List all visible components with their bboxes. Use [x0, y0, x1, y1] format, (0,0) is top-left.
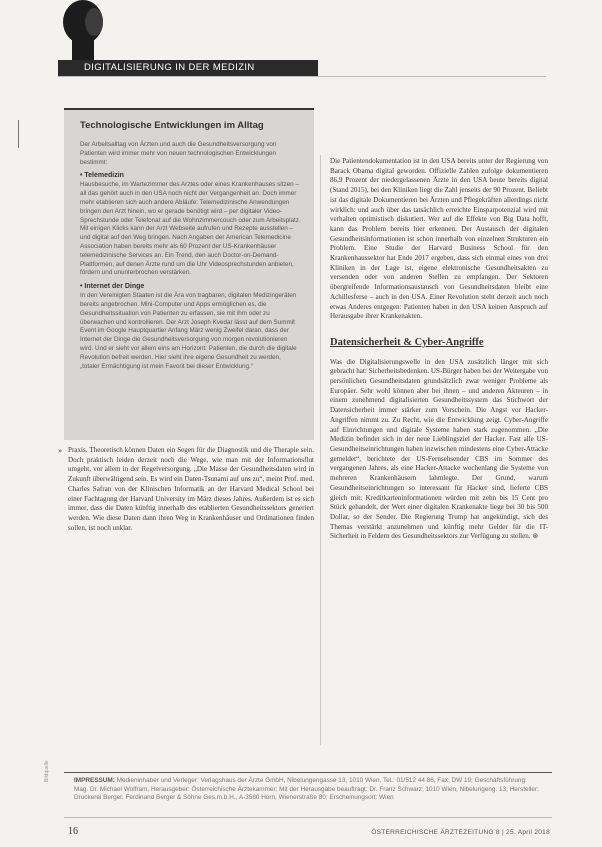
box-item-text-iot: In den Vereinigten Staaten ist die Ära von tragbaren, digitalen Medizingeräten bereits angebrochen. Mini-Computer und Apps ermöglichen es, die Gesundheitssituation von Patienten zu erfassen, sie mit ihm oder zu überwachen und kontrollieren. Der Arzt Joseph Kvedar lässt auf dem Summit Event im Google Hauptquartier Anfang März wenig Zweifel daran, dass der Internet der Dinge die Gesundheitsversorgung von morgen revolutionieren wird. Und er sieht vor allem eins am Horizont: Patienten, die durch die digitale Revolution befreit werden. Hier sieht ihre eigene Gesundheit zu werden, „totaler Ermächtigung ist mein Favorit bei dieser Entwicklung.“ [80, 292, 297, 370]
box-item-label-telemedizin: • Telemedizin [80, 171, 302, 180]
column-divider [320, 155, 321, 745]
footer-publication [371, 829, 550, 836]
box-intro: Der Arbeitsalltag von Ärzten und auch die Gesundheitsversorgung von Patienten wird immer mehr von neuen technologischen Entwicklungen bestimmt: [80, 141, 277, 166]
left-column-text: Praxis. Theoretisch können Daten ein Segen für die Diagnostik und die Therapie sein. Doch praktisch leiden derzeit noch die Wege, wie man mit der Informationsflut umgeht, vor allem in der Regelversorgung. „Die Masse der Gesundheitsdaten wird in Zukunft überwältigend sein. Es wird ein Daten-Tsunami auf uns zu“, meint Prof. med. Charles Safran von der Klinischen Informatik an der Harvard Medical School bei einer Fachtagung der Harvard University im März dieses Jahres. Außerdem ist es sich immer, dass die Daten künftig innerhalb des etablierten Gesundheitssektors generiert werden. Wie diese Daten dann ihren Weg in Krankenhäuser und Ordinationen finden sollen, ist noch unklar. [68, 446, 314, 532]
section-heading: Datensicherheit & Cyber-Angriffe [330, 336, 484, 348]
box-title: Technologische Entwicklungen im Alltag [80, 120, 264, 131]
right-paragraph-1: Die Patientendokumentation ist in den USA bereits unter der Regierung von Barack Obama digital geworden. Offizielle Zahlen zufolge dokumentieren 86,9 Prozent der niedergelassenen Ärzte in den USA heute bereits digital (Stand 2015), bei den Kliniken liegt die Zahl jenseits der 90 Prozent. Beliebt ist das digitale Dokumentieren bei Ärzten und Pflegekräften allerdings nicht wirklich: und auch über das tatsächlich erreichte Einsparpotenzial wird mit verhalten optimistisch diskutiert. Wer auf die Effekte von Big Data hofft, kann das Problem bereits hier erkennen. Der Austausch der digitalen Gesundheitsinformationen ist schon innerhalb von einzelnen Strukturen ein Problem. Eine Studie der Harvard Business School für den Krankenhaussektor hat Ende 2017 ergeben, dass sich einmal eines von drei Kliniken in der Lage ist, eigene elektronische Gesundheitsakten zu versenden oder von anderen Stellen zu empfangen. Der Sektoren übergreifende Informationsaustausch von Gesundheitsdaten bleibt eine Achillesferse – auch in den USA. Einer Revolution steht derzeit auch noch etwas Anderes entgegen: Patienten haben in den USA keinen Anspruch auf Herausgabe ihrer Krankenakten. [330, 157, 548, 321]
impressum-box [64, 772, 552, 818]
header-rule [58, 76, 546, 77]
head-silhouette-icon [52, 0, 114, 62]
box-item-text-telemedizin: Hausbesuche, im Wartezimmer des Arztes oder eines Krankenhauses sitzen – all das gehört auch in den USA noch nicht der Vergangenheit an. Doch immer mehr etablieren sich auch andere Abläufe: Telemedizinische Anwendungen bringen den Arzt hinein, wo er gerade benötigt wird – per digitaler Video-Sprechstunde oder Telefonat auf die Wohnzimmercouch oder zum Arbeitsplatz. Mit einigen Klicks kann der Arzt Webseite aufrufen und Rezepte ausstellen – und digital auf den Weg bringen. Nach Angaben der American Telemedicine Association haben bereits mehr als 60 Prozent der US-Krankenhäuser telemedizinische Services an. Ein Trend, den auch Doctor-on-Demand-Plattformen, auf denen Ärzte rund um die Uhr Videosprechstunden anbieten, fördern und ununterbrochen verstärken. [80, 181, 301, 277]
box-item-label-iot: • Internet der Dinge [80, 282, 302, 291]
issue-info: 8 | 25. April 2018 [495, 829, 550, 836]
continuation-mark: » [58, 446, 62, 455]
margin-mark [18, 120, 19, 148]
right-paragraph-2: Was die Digitalisierungswelle in den USA zusätzlich länger mit sich gebracht hat: Sicherheitsbedenken. US-Bürger haben bei der Weitergabe von persönlichen Gesundheitsdaten grundsätzlich zwar weniger Probleme als Europäer. Sehr wohl können aber bei ihnen – und anderen Akteuren – in einem zunehmend digitalisierten Gesundheitssystem das Stichwort der Datensicherheit immer stärker zum Vorschein. Die Angst vor Hacker-Angriffen nimmt zu. Zu Recht, wie die Entwicklung zeigt. Cyber-Angriffe auf Einrichtungen und digitale Systeme haben stark zugenommen. „Die Medizin befindet sich in der neue Lieblingsziel der Hacker. Fast alle US-Gesundheitseinrichtungen haben inzwischen mindestens eine Cyber-Attacke gemeldet“, berichtete der US-Fernsehsender CBS im Sommer des vergangenen Jahres, als eine Hacker-Attacke wochenlang die Systeme von mehreren Krankenhäusern lahmlegte. Der Grund, warum Gesundheitseinrichtungen so interessant für Hacker sind, lieferte CBS gleich mit: Kreditkarteninformationen würden mit zehn bis 15 Cent pro Stück gehandelt, der Wert einer digitalen Krankenakte liege bei 30 bis 500 Dollar, so der Sender. Die Regierung Trump hat angekündigt, sich des Themas verstärkt anzunehmen und künftig mehr Gelder für die IT-Sicherheit in Feldern des Gesundheitssektors zur Verfügung zu stellen. ⊛ [330, 357, 548, 541]
publication-name: ÖSTERREICHISCHE ÄRZTEZEITUNG [371, 829, 494, 836]
image-credit: Bildquelle [44, 760, 50, 782]
footer [60, 826, 550, 840]
impressum-text: Medieninhaber und Verleger: Verlagshaus der Ärzte GmbH, Nibelungengasse 13, 1010 Wien, Tel.: 01/512 44 86, Fax: DW 19; Geschäftsführung: Mag. Dr. Michael Wolfram, Herausgeber: Österreichische Ärztekammer; Mit der Herausgabe beauftragt: Dr. Franz Schwarz; 1010 Wien, Nibelungeng. 13; Hersteller: Druckerei Berger, Ferdinand Berger & Söhne Ges.m.b.H., A-3580 Horn, Wienerstraße 80; Erscheinungsort: Wien [74, 777, 539, 802]
info-box [64, 110, 314, 440]
impressum-label: IMPRESSUM: [74, 777, 115, 784]
left-column [58, 446, 314, 533]
right-column [330, 157, 548, 542]
page-number: 16 [68, 826, 78, 837]
section-band: DIGITALISIERUNG IN DER MEDIZIN [58, 60, 318, 76]
